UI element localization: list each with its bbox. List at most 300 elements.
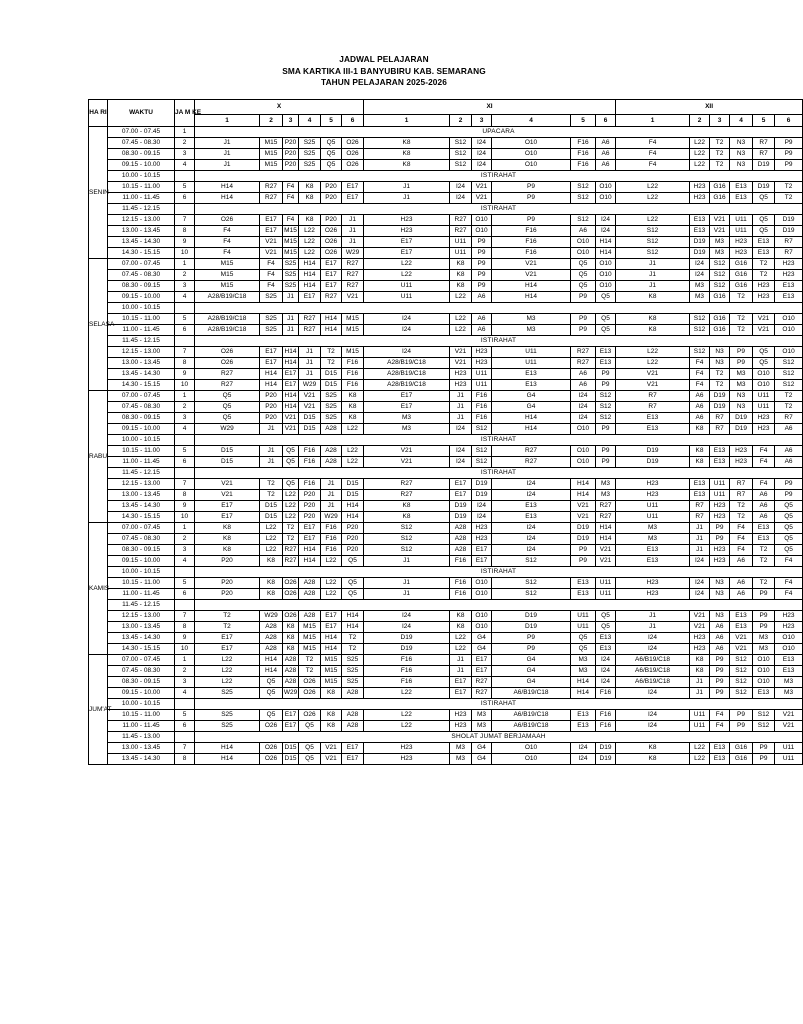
subject-cell: E17: [195, 633, 260, 644]
subject-cell: Q5: [596, 611, 616, 622]
jam-cell: 7: [175, 215, 195, 226]
break-cell: ISTIRAHAT: [195, 435, 803, 446]
subject-cell: A28: [342, 710, 364, 721]
schedule-row: [89, 138, 803, 149]
subject-cell: Q5: [299, 754, 321, 765]
subject-cell: F16: [321, 523, 342, 534]
subject-cell: F4: [195, 248, 260, 259]
subject-cell: T2: [260, 490, 283, 501]
subject-cell: P9: [571, 325, 596, 336]
column-header-hari: HA RI: [89, 100, 108, 127]
subject-cell: L22: [690, 160, 710, 171]
subject-cell: H14: [299, 545, 321, 556]
subject-cell: V21: [596, 545, 616, 556]
subject-cell: L22: [342, 446, 364, 457]
subject-cell: H23: [710, 512, 730, 523]
time-cell: 10.00 - 10.15: [108, 171, 175, 182]
subject-cell: F4: [730, 523, 753, 534]
subject-cell: D15: [283, 743, 299, 754]
subject-cell: S25: [260, 292, 283, 303]
subject-cell: A28: [299, 578, 321, 589]
subject-cell: E13: [596, 358, 616, 369]
subject-cell: M3: [472, 721, 492, 732]
subject-cell: M3: [596, 479, 616, 490]
subject-cell: F16: [492, 248, 571, 259]
subject-cell: P9: [710, 677, 730, 688]
subject-cell: T2: [710, 160, 730, 171]
subject-cell: A6: [596, 138, 616, 149]
subject-cell: Q5: [775, 523, 803, 534]
subject-cell: A6: [753, 490, 775, 501]
schedule-row: [89, 204, 803, 215]
subject-cell: S12: [571, 193, 596, 204]
subject-cell: K8: [616, 314, 690, 325]
subject-cell: R27: [260, 193, 283, 204]
subject-cell: L22: [283, 512, 299, 523]
subject-cell: R27: [450, 215, 472, 226]
subject-cell: J1: [321, 501, 342, 512]
subject-cell: K8: [364, 501, 450, 512]
subject-cell: E13: [616, 545, 690, 556]
subject-cell: A6: [690, 413, 710, 424]
subject-cell: L22: [321, 578, 342, 589]
subject-cell: L22: [283, 490, 299, 501]
subject-cell: T2: [753, 259, 775, 270]
subject-cell: A6: [710, 622, 730, 633]
jam-cell: 10: [175, 644, 195, 655]
subject-cell: R27: [195, 380, 260, 391]
subject-cell: H14: [571, 688, 596, 699]
time-cell: 13.00 - 13.45: [108, 358, 175, 369]
jam-cell: 4: [175, 424, 195, 435]
subject-cell: U11: [450, 248, 472, 259]
schedule-row: [89, 248, 803, 259]
subject-cell: D19: [492, 611, 571, 622]
jam-cell: 3: [175, 677, 195, 688]
subject-cell: A6: [775, 446, 803, 457]
subject-cell: A6/B19/C18: [616, 655, 690, 666]
subject-cell: M3: [753, 633, 775, 644]
jam-cell: 6: [175, 721, 195, 732]
schedule-row: [89, 358, 803, 369]
subject-cell: E13: [690, 215, 710, 226]
document-header: [0, 54, 768, 89]
time-cell: 10.15 - 11.00: [108, 578, 175, 589]
subject-cell: F4: [753, 446, 775, 457]
subject-cell: Q5: [321, 138, 342, 149]
subject-cell: I24: [616, 721, 690, 732]
subject-cell: R7: [730, 479, 753, 490]
subject-cell: M3: [492, 314, 571, 325]
subject-cell: E17: [260, 215, 283, 226]
subject-cell: S25: [299, 138, 321, 149]
subject-cell: E13: [710, 743, 730, 754]
subject-cell: S25: [283, 270, 299, 281]
subject-cell: H14: [596, 248, 616, 259]
section-header: 4: [730, 115, 753, 127]
subject-cell: O10: [753, 655, 775, 666]
subject-cell: J1: [342, 226, 364, 237]
subject-cell: L22: [616, 215, 690, 226]
subject-cell: M15: [321, 666, 342, 677]
subject-cell: E17: [321, 259, 342, 270]
subject-cell: E13: [710, 457, 730, 468]
subject-cell: I24: [571, 743, 596, 754]
subject-cell: I24: [364, 325, 450, 336]
subject-cell: F16: [299, 479, 321, 490]
time-cell: 13.00 - 13.45: [108, 226, 175, 237]
subject-cell: R27: [299, 314, 321, 325]
jam-cell: 3: [175, 413, 195, 424]
subject-cell: N3: [730, 138, 753, 149]
subject-cell: O26: [283, 611, 299, 622]
subject-cell: A6: [710, 633, 730, 644]
subject-cell: R27: [492, 446, 571, 457]
time-cell: 11.00 - 11.45: [108, 589, 175, 600]
subject-cell: A6/B19/C18: [492, 721, 571, 732]
subject-cell: M3: [690, 292, 710, 303]
subject-cell: P20: [342, 545, 364, 556]
subject-cell: M3: [730, 369, 753, 380]
subject-cell: V21: [260, 237, 283, 248]
subject-cell: S25: [299, 160, 321, 171]
subject-cell: J1: [450, 666, 472, 677]
subject-cell: P9: [775, 490, 803, 501]
subject-cell: I24: [450, 193, 472, 204]
time-cell: 09.15 - 10.00: [108, 292, 175, 303]
subject-cell: V21: [710, 215, 730, 226]
subject-cell: Q5: [753, 358, 775, 369]
subject-cell: J1: [321, 490, 342, 501]
break-cell: [195, 303, 803, 314]
subject-cell: P9: [753, 743, 775, 754]
subject-cell: I24: [690, 270, 710, 281]
subject-cell: F16: [321, 545, 342, 556]
subject-cell: N3: [730, 391, 753, 402]
subject-cell: F16: [299, 457, 321, 468]
subject-cell: S12: [492, 589, 571, 600]
subject-cell: M3: [571, 666, 596, 677]
subject-cell: N3: [730, 149, 753, 160]
subject-cell: V21: [775, 721, 803, 732]
subject-cell: P20: [342, 534, 364, 545]
subject-cell: M15: [283, 226, 299, 237]
subject-cell: J1: [364, 182, 450, 193]
jam-cell: 7: [175, 347, 195, 358]
subject-cell: E13: [710, 754, 730, 765]
subject-cell: E13: [571, 710, 596, 721]
time-cell: 12.15 - 13.00: [108, 347, 175, 358]
subject-cell: S12: [571, 182, 596, 193]
subject-cell: A28: [260, 622, 283, 633]
time-cell: 11.00 - 11.45: [108, 193, 175, 204]
subject-cell: M3: [753, 644, 775, 655]
subject-cell: V21: [283, 413, 299, 424]
subject-cell: G16: [730, 270, 753, 281]
subject-cell: S12: [450, 160, 472, 171]
schedule-body: [89, 127, 803, 765]
subject-cell: A28: [450, 523, 472, 534]
subject-cell: O26: [342, 160, 364, 171]
subject-cell: M15: [195, 259, 260, 270]
subject-cell: H14: [260, 380, 283, 391]
subject-cell: T2: [283, 534, 299, 545]
subject-cell: E17: [283, 380, 299, 391]
subject-cell: P9: [492, 193, 571, 204]
subject-cell: P9: [730, 347, 753, 358]
subject-cell: D19: [775, 226, 803, 237]
time-cell: 08.30 - 09.15: [108, 149, 175, 160]
subject-cell: H14: [596, 534, 616, 545]
subject-cell: I24: [690, 556, 710, 567]
subject-cell: U11: [492, 358, 571, 369]
subject-cell: L22: [299, 237, 321, 248]
subject-cell: E17: [260, 347, 283, 358]
section-header: 1: [616, 115, 690, 127]
subject-cell: H14: [571, 677, 596, 688]
subject-cell: G16: [710, 292, 730, 303]
schedule-row: [89, 336, 803, 347]
subject-cell: F4: [616, 138, 690, 149]
subject-cell: K8: [616, 754, 690, 765]
subject-cell: H23: [364, 754, 450, 765]
subject-cell: E13: [690, 226, 710, 237]
subject-cell: S25: [283, 259, 299, 270]
subject-cell: T2: [753, 578, 775, 589]
subject-cell: R27: [596, 512, 616, 523]
jam-cell: [175, 699, 195, 710]
subject-cell: P9: [710, 534, 730, 545]
subject-cell: O10: [492, 160, 571, 171]
subject-cell: P9: [710, 523, 730, 534]
subject-cell: A28: [283, 677, 299, 688]
subject-cell: H14: [299, 259, 321, 270]
subject-cell: F16: [571, 160, 596, 171]
subject-cell: H14: [283, 402, 299, 413]
subject-cell: R27: [472, 677, 492, 688]
subject-cell: F4: [753, 479, 775, 490]
subject-cell: E13: [730, 611, 753, 622]
schedule-row: [89, 259, 803, 270]
jam-cell: 7: [175, 611, 195, 622]
section-header: 3: [283, 115, 299, 127]
subject-cell: O10: [596, 182, 616, 193]
subject-cell: R27: [492, 457, 571, 468]
subject-cell: F16: [364, 666, 450, 677]
section-header: 6: [342, 115, 364, 127]
subject-cell: H14: [321, 633, 342, 644]
subject-cell: J1: [450, 655, 472, 666]
subject-cell: E13: [753, 248, 775, 259]
subject-cell: S12: [364, 534, 450, 545]
subject-cell: J1: [616, 259, 690, 270]
schedule-row: [89, 622, 803, 633]
time-cell: 13.45 - 14.30: [108, 369, 175, 380]
subject-cell: U11: [616, 512, 690, 523]
subject-cell: A28/B19/C18: [195, 314, 260, 325]
subject-cell: D19: [690, 237, 710, 248]
subject-cell: E17: [299, 292, 321, 303]
column-header-jam: JA M KE: [175, 100, 195, 127]
subject-cell: I24: [472, 160, 492, 171]
jam-cell: 7: [175, 743, 195, 754]
subject-cell: E13: [730, 193, 753, 204]
subject-cell: E17: [260, 226, 283, 237]
subject-cell: P9: [710, 666, 730, 677]
time-cell: 10.15 - 11.00: [108, 314, 175, 325]
jam-cell: 3: [175, 149, 195, 160]
subject-cell: O26: [342, 138, 364, 149]
subject-cell: M3: [492, 325, 571, 336]
subject-cell: E13: [492, 380, 571, 391]
subject-cell: J1: [299, 347, 321, 358]
subject-cell: S12: [571, 215, 596, 226]
subject-cell: O26: [321, 226, 342, 237]
subject-cell: W29: [260, 611, 283, 622]
subject-cell: D19: [753, 160, 775, 171]
subject-cell: A6: [730, 589, 753, 600]
day-label: KAMIS: [89, 523, 108, 655]
subject-cell: Q5: [571, 270, 596, 281]
subject-cell: T2: [730, 501, 753, 512]
subject-cell: Q5: [342, 556, 364, 567]
subject-cell: E17: [342, 193, 364, 204]
subject-cell: L22: [450, 314, 472, 325]
subject-cell: I24: [616, 633, 690, 644]
subject-cell: M15: [342, 347, 364, 358]
time-cell: 11.00 - 11.45: [108, 721, 175, 732]
subject-cell: Q5: [753, 193, 775, 204]
subject-cell: G4: [472, 754, 492, 765]
subject-cell: M3: [450, 743, 472, 754]
subject-cell: S12: [710, 259, 730, 270]
subject-cell: R27: [321, 292, 342, 303]
subject-cell: K8: [260, 589, 283, 600]
subject-cell: E17: [450, 490, 472, 501]
subject-cell: L22: [616, 358, 690, 369]
subject-cell: R27: [596, 501, 616, 512]
subject-cell: P9: [730, 710, 753, 721]
subject-cell: E17: [195, 512, 260, 523]
subject-cell: H23: [364, 215, 450, 226]
subject-cell: T2: [775, 402, 803, 413]
subject-cell: D19: [753, 182, 775, 193]
subject-cell: P9: [571, 292, 596, 303]
subject-cell: H14: [321, 314, 342, 325]
jam-cell: 6: [175, 457, 195, 468]
subject-cell: A6: [571, 226, 596, 237]
schedule-row: [89, 446, 803, 457]
subject-cell: T2: [710, 380, 730, 391]
schedule-row: [89, 589, 803, 600]
subject-cell: T2: [775, 193, 803, 204]
subject-cell: E17: [283, 710, 299, 721]
subject-cell: F16: [596, 721, 616, 732]
subject-cell: S25: [283, 281, 299, 292]
schedule-row: [89, 677, 803, 688]
subject-cell: R27: [342, 281, 364, 292]
subject-cell: L22: [450, 644, 472, 655]
schedule-row: [89, 545, 803, 556]
subject-cell: E17: [299, 523, 321, 534]
break-cell: ISTIRAHAT: [195, 171, 803, 182]
subject-cell: I24: [492, 490, 571, 501]
subject-cell: E13: [492, 512, 571, 523]
subject-cell: G4: [492, 666, 571, 677]
jam-cell: 10: [175, 512, 195, 523]
subject-cell: V21: [571, 501, 596, 512]
subject-cell: M3: [364, 424, 450, 435]
subject-cell: I24: [472, 501, 492, 512]
subject-cell: H14: [260, 666, 283, 677]
subject-cell: E13: [596, 633, 616, 644]
subject-cell: H23: [690, 193, 710, 204]
subject-cell: I24: [616, 644, 690, 655]
subject-cell: I24: [492, 479, 571, 490]
subject-cell: K8: [690, 655, 710, 666]
break-cell: ISTIRAHAT: [195, 567, 803, 578]
subject-cell: I24: [364, 622, 450, 633]
subject-cell: S12: [472, 424, 492, 435]
jam-cell: 8: [175, 358, 195, 369]
subject-cell: R27: [260, 182, 283, 193]
subject-cell: H14: [596, 237, 616, 248]
subject-cell: P20: [195, 589, 260, 600]
subject-cell: H23: [775, 622, 803, 633]
schedule-row: [89, 413, 803, 424]
subject-cell: J1: [283, 292, 299, 303]
subject-cell: H23: [775, 611, 803, 622]
subject-cell: O26: [260, 754, 283, 765]
subject-cell: H23: [364, 226, 450, 237]
time-cell: 08.30 - 09.15: [108, 413, 175, 424]
time-cell: 10.00 - 10.15: [108, 699, 175, 710]
day-label: SENIN: [89, 127, 108, 259]
subject-cell: A28: [321, 457, 342, 468]
time-cell: 11.45 - 12.15: [108, 600, 175, 611]
subject-cell: R27: [283, 545, 299, 556]
subject-cell: I24: [571, 402, 596, 413]
subject-cell: H23: [472, 523, 492, 534]
subject-cell: R27: [571, 347, 596, 358]
time-cell: 14.30 - 15.15: [108, 644, 175, 655]
subject-cell: D19: [710, 402, 730, 413]
subject-cell: P9: [775, 138, 803, 149]
schedule-row: [89, 281, 803, 292]
subject-cell: J1: [195, 138, 260, 149]
subject-cell: M15: [195, 270, 260, 281]
subject-cell: P20: [283, 138, 299, 149]
subject-cell: P9: [492, 644, 571, 655]
jam-cell: 7: [175, 479, 195, 490]
subject-cell: L22: [299, 248, 321, 259]
subject-cell: S12: [596, 391, 616, 402]
class-header-x: X: [195, 100, 364, 115]
subject-cell: H14: [283, 347, 299, 358]
subject-cell: H14: [492, 424, 571, 435]
subject-cell: L22: [364, 721, 450, 732]
subject-cell: H23: [450, 721, 472, 732]
subject-cell: T2: [730, 314, 753, 325]
subject-cell: G16: [710, 193, 730, 204]
subject-cell: K8: [450, 611, 472, 622]
schedule-row: [89, 655, 803, 666]
subject-cell: K8: [450, 622, 472, 633]
subject-cell: I24: [690, 589, 710, 600]
subject-cell: U11: [364, 281, 450, 292]
subject-cell: M3: [775, 677, 803, 688]
subject-cell: H14: [299, 270, 321, 281]
